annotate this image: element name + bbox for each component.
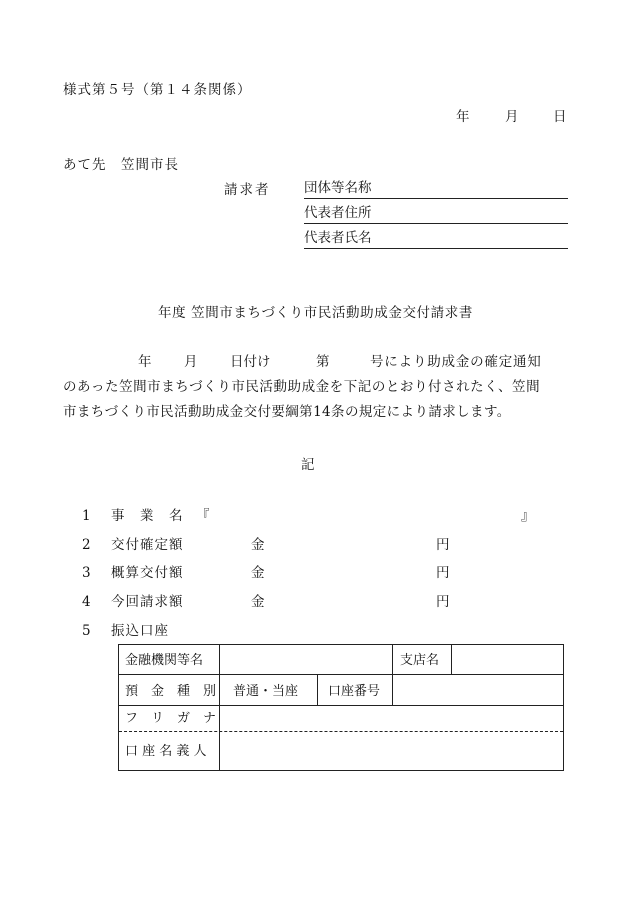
item-number: 1	[82, 508, 91, 524]
representative-name-label: 代表者氏名	[304, 230, 372, 246]
item-approximate-amount-label: 概算交付額	[111, 565, 184, 581]
amount-suffix: 円	[436, 565, 450, 581]
amount-prefix: 金	[251, 565, 265, 581]
body-line3: 市まちづくり市民活動助成金交付要綱第14条の規定により請求します。	[63, 404, 511, 420]
account-number-input[interactable]	[393, 675, 563, 705]
branch-name-label: 支店名	[400, 653, 440, 668]
item-confirmed-amount-label: 交付確定額	[111, 537, 184, 553]
item-current-request-label: 今回請求額	[111, 594, 184, 610]
account-number-label: 口座番号	[328, 684, 381, 699]
body-year: 年	[138, 354, 152, 370]
amount-prefix: 金	[251, 594, 265, 610]
project-name-close-bracket: 』	[521, 508, 535, 524]
table-column-divider	[317, 674, 318, 705]
body-date: 日付け	[230, 354, 271, 370]
amount-suffix: 円	[436, 537, 450, 553]
bank-account-table	[118, 644, 564, 771]
form-number: 様式第５号（第１４条関係）	[63, 82, 252, 98]
body-number-prefix: 第	[316, 354, 330, 370]
item-number: 4	[82, 594, 91, 610]
date-day-label: 日	[553, 109, 567, 125]
account-holder-label: 口 座 名 義 人	[125, 744, 207, 759]
amount-prefix: 金	[251, 537, 265, 553]
representative-name-field[interactable]	[304, 232, 568, 249]
furigana-label: フ リ ガ ナ	[125, 711, 217, 726]
item-label-char: 事	[111, 508, 125, 524]
table-column-divider	[392, 645, 393, 674]
item-project-name-label	[111, 510, 191, 524]
project-name-open-bracket: 『	[196, 508, 210, 524]
organization-name-label: 団体等名称	[304, 180, 372, 196]
item-bank-account-label: 振込口座	[111, 623, 169, 639]
furigana-input[interactable]	[220, 706, 563, 731]
deposit-type-label: 預 金 種 別	[125, 684, 217, 699]
body-line1-rest: 号により助成金の確定通知	[370, 354, 542, 370]
organization-name-field[interactable]	[304, 182, 568, 199]
requester-label: 請求者	[224, 182, 271, 198]
account-holder-input[interactable]	[220, 732, 563, 770]
date-year-label: 年	[456, 109, 470, 125]
document-title: 年度 笠間市まちづくり市民活動助成金交付請求書	[158, 305, 473, 321]
addressee: あて先 笠間市長	[63, 157, 179, 173]
institution-name-label: 金融機関等名	[125, 653, 204, 668]
body-month: 月	[184, 354, 198, 370]
representative-address-label: 代表者住所	[304, 205, 372, 221]
item-number: 5	[82, 623, 91, 639]
branch-name-input[interactable]	[452, 645, 563, 674]
item-number: 2	[82, 537, 91, 553]
ki-heading: 記	[301, 457, 315, 473]
institution-name-input[interactable]	[220, 645, 392, 674]
amount-suffix: 円	[436, 594, 450, 610]
item-label-char: 名	[169, 508, 183, 524]
body-line2: のあった笠間市まちづくり市民活動助成金を下記のとおり付されたく、笠間	[63, 379, 541, 395]
representative-address-field[interactable]	[304, 207, 568, 224]
item-number: 3	[82, 565, 91, 581]
item-label-char: 業	[140, 508, 154, 524]
deposit-type-options[interactable]: 普通・当座	[233, 684, 299, 699]
date-month-label: 月	[505, 109, 519, 125]
